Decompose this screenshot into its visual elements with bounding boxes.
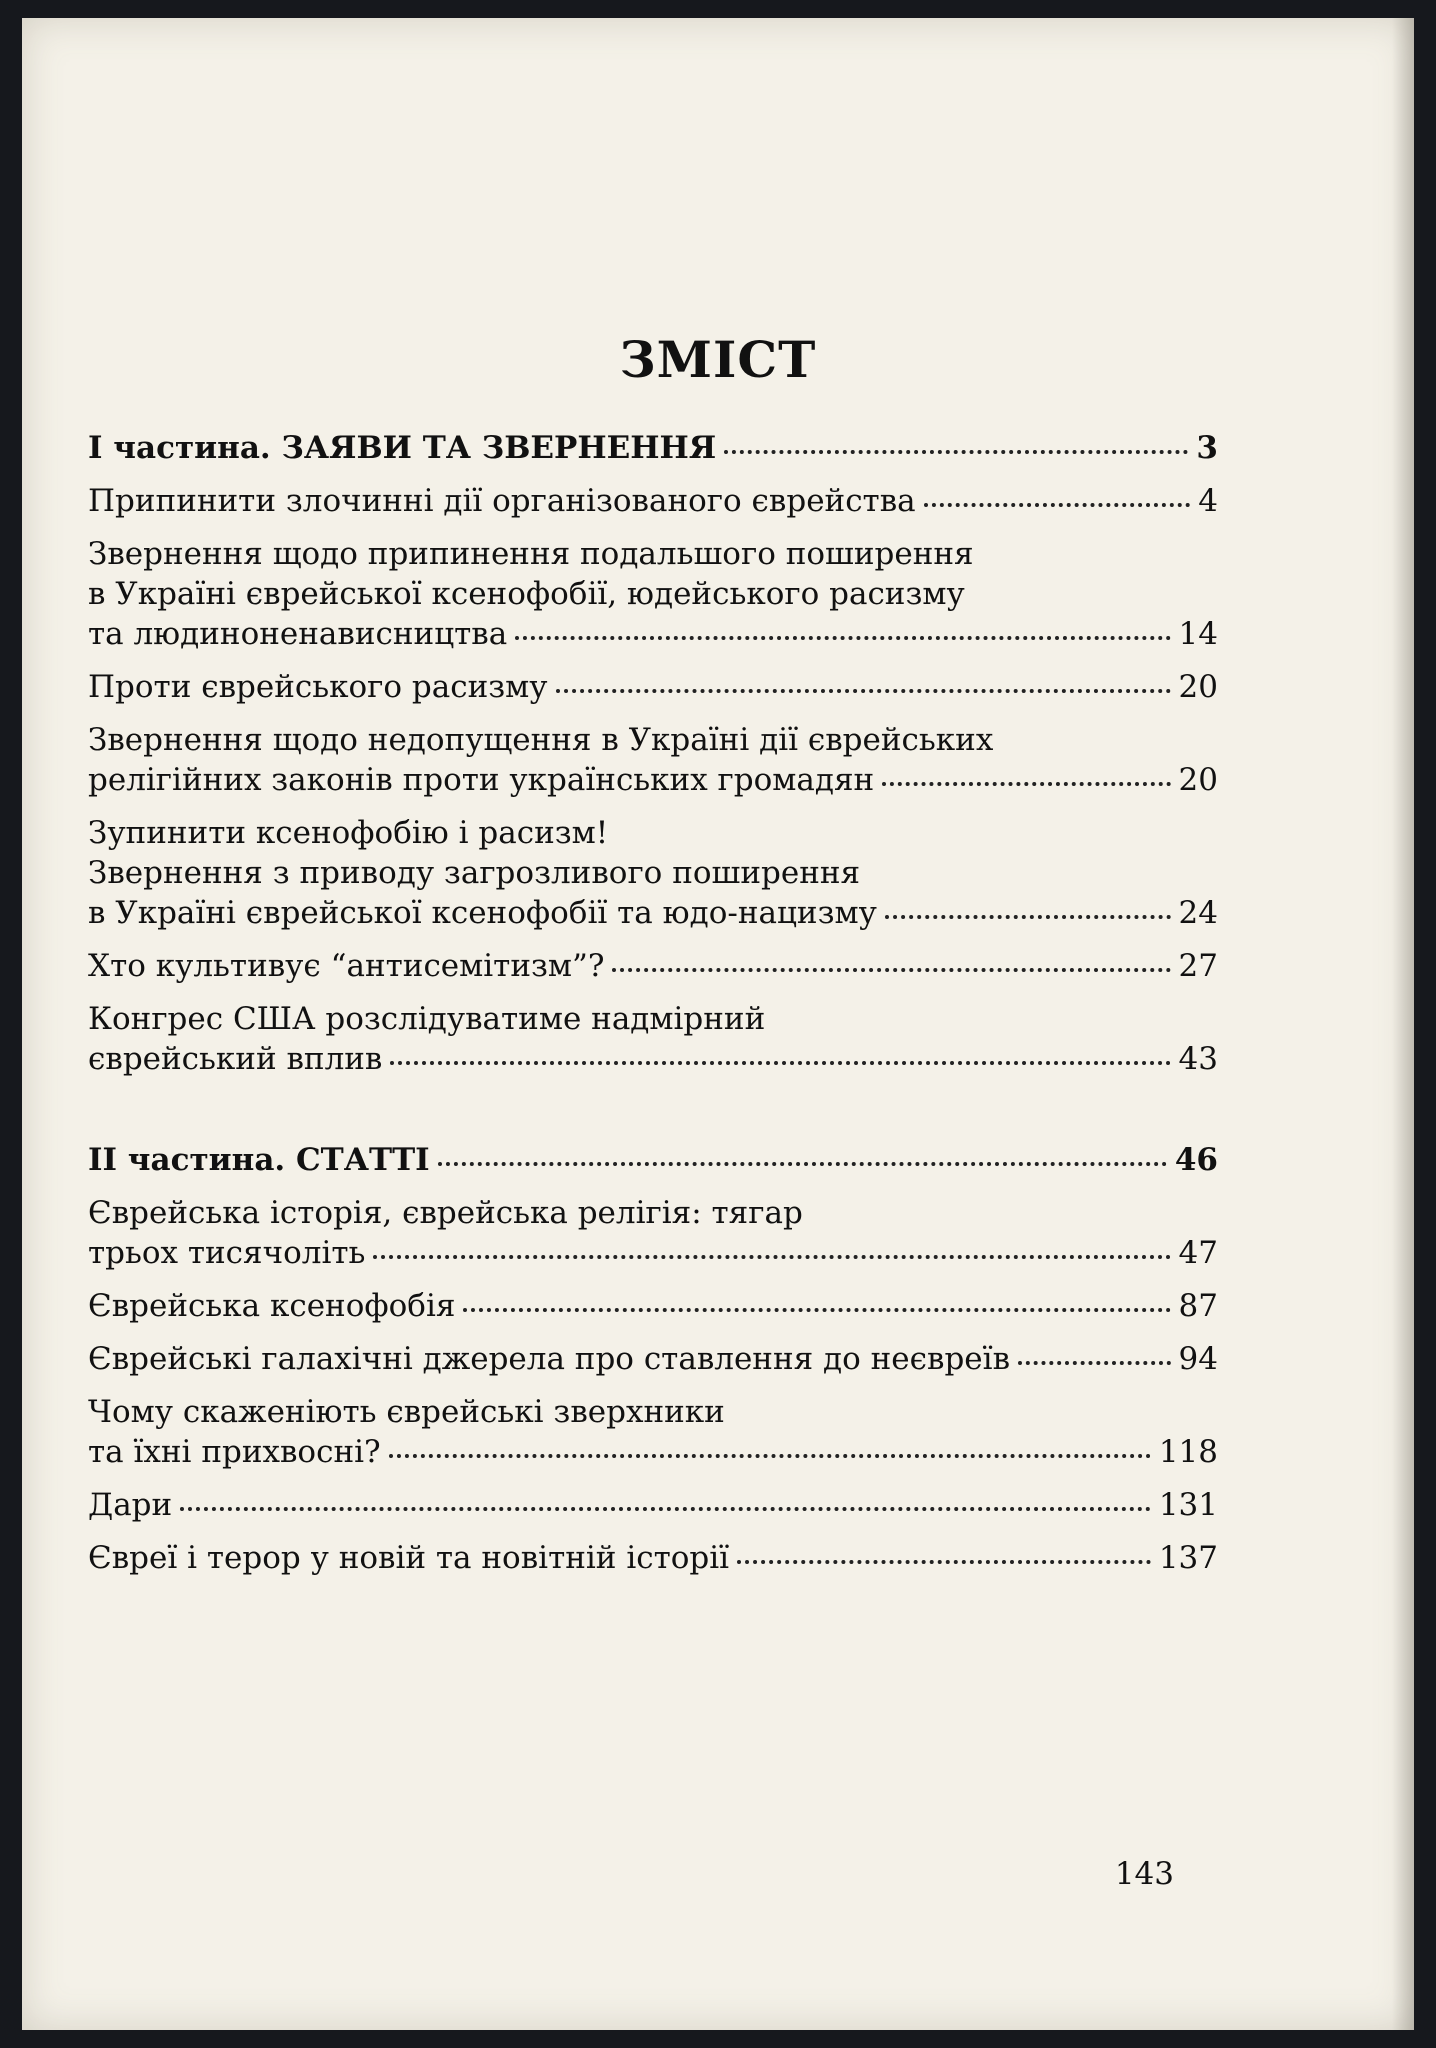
dot-leader xyxy=(924,503,1191,507)
toc-entry-title: трьох тисячоліть xyxy=(88,1235,366,1271)
toc-entry-title: Проти єврейського расизму xyxy=(88,669,548,705)
toc-entry-title: Євреї і терор у новій та новітній історії xyxy=(88,1540,730,1576)
dot-leader xyxy=(389,1454,1151,1458)
part1-heading-text: І частина. ЗАЯВИ ТА ЗВЕРНЕННЯ xyxy=(88,430,717,466)
toc-entry-page: 137 xyxy=(1158,1540,1218,1576)
dot-leader xyxy=(724,450,1188,454)
toc-entry xyxy=(88,667,1218,707)
dot-leader xyxy=(1018,1361,1171,1365)
toc-entry-page: 118 xyxy=(1158,1434,1218,1470)
book-page xyxy=(22,18,1414,2030)
dot-leader xyxy=(463,1308,1170,1312)
toc-entry-page: 14 xyxy=(1178,616,1218,652)
dot-leader xyxy=(373,1255,1170,1259)
part2-heading-page: 46 xyxy=(1174,1142,1218,1178)
toc-entry-page: 20 xyxy=(1178,669,1218,705)
part2-heading-text: ІІ частина. СТАТТІ xyxy=(88,1142,430,1178)
toc-entry-page: 4 xyxy=(1198,483,1218,519)
toc-entry-title: та їхні прихвосні? xyxy=(88,1434,381,1470)
toc-entry-title: та людиноненависництва xyxy=(88,616,508,652)
part2-entries xyxy=(88,1193,1218,1578)
dot-leader xyxy=(390,1061,1170,1065)
toc-entry-line: Зупинити ксенофобію і расизм! xyxy=(88,815,609,851)
toc-entry-title: релігійних законів проти українських громадян xyxy=(88,762,875,798)
toc-entry-page: 20 xyxy=(1178,762,1218,798)
toc-entry-title: Припинити злочинні дії організованого єврейства xyxy=(88,483,916,519)
toc-entry-page: 43 xyxy=(1178,1041,1218,1077)
toc-entry-line: Звернення з приводу загрозливого поширення xyxy=(88,855,861,891)
toc-entry xyxy=(88,534,1218,654)
toc-entry-title: Єврейські галахічні джерела про ставлення до неєвреїв xyxy=(88,1341,1011,1377)
toc-entry xyxy=(88,1485,1218,1525)
toc-entry xyxy=(88,720,1218,800)
part1-heading xyxy=(88,428,1218,468)
toc-entry-page: 24 xyxy=(1178,895,1218,931)
toc-entry-page: 131 xyxy=(1158,1487,1218,1523)
dot-leader xyxy=(556,689,1171,693)
toc-entry-page: 94 xyxy=(1178,1341,1218,1377)
toc-entry-title: Єврейська ксенофобія xyxy=(88,1288,456,1324)
toc-entry xyxy=(88,813,1218,933)
dot-leader xyxy=(180,1507,1151,1511)
toc-entry xyxy=(88,481,1218,521)
toc-entry xyxy=(88,1392,1218,1472)
dot-leader xyxy=(438,1162,1167,1166)
toc-entry-line: Звернення щодо припинення подальшого поширення xyxy=(88,536,974,572)
toc-entry-line: Єврейська історія, єврейська релігія: тягар xyxy=(88,1195,803,1231)
dot-leader xyxy=(882,782,1170,786)
toc-entry-page: 47 xyxy=(1178,1235,1218,1271)
toc-entry-line: в Україні єврейської ксенофобії, юдейського расизму xyxy=(88,576,965,612)
page-title: ЗМІСТ xyxy=(619,330,817,389)
toc-entry-line: Чому скаженіють єврейські зверхники xyxy=(88,1394,725,1430)
toc-entry xyxy=(88,1339,1218,1379)
dot-leader xyxy=(612,968,1170,972)
table-of-contents xyxy=(88,428,1218,1591)
part1-heading-page: 3 xyxy=(1196,430,1218,466)
toc-entry-page: 87 xyxy=(1178,1288,1218,1324)
toc-entry-line: Звернення щодо недопущення в Україні дії єврейських xyxy=(88,722,994,758)
toc-entry-title: Дари xyxy=(88,1487,173,1523)
page-number: 143 xyxy=(1114,1856,1174,1892)
toc-entry-line: Конгрес США розслідуватиме надмірний xyxy=(88,1001,766,1037)
toc-entry xyxy=(88,999,1218,1079)
part2-heading xyxy=(88,1140,1218,1180)
toc-entry xyxy=(88,946,1218,986)
toc-entry xyxy=(88,1286,1218,1326)
toc-entry-title: єврейський вплив xyxy=(88,1041,383,1077)
dot-leader xyxy=(515,636,1170,640)
toc-entry xyxy=(88,1193,1218,1273)
part1-entries xyxy=(88,481,1218,1079)
toc-entry-page: 27 xyxy=(1178,948,1218,984)
toc-entry-title: в Україні єврейської ксенофобії та юдо-нацизму xyxy=(88,895,877,931)
dot-leader xyxy=(737,1560,1151,1564)
dot-leader xyxy=(885,915,1171,919)
toc-entry-title: Хто культивує “антисемітизм”? xyxy=(88,948,605,984)
toc-entry xyxy=(88,1538,1218,1578)
